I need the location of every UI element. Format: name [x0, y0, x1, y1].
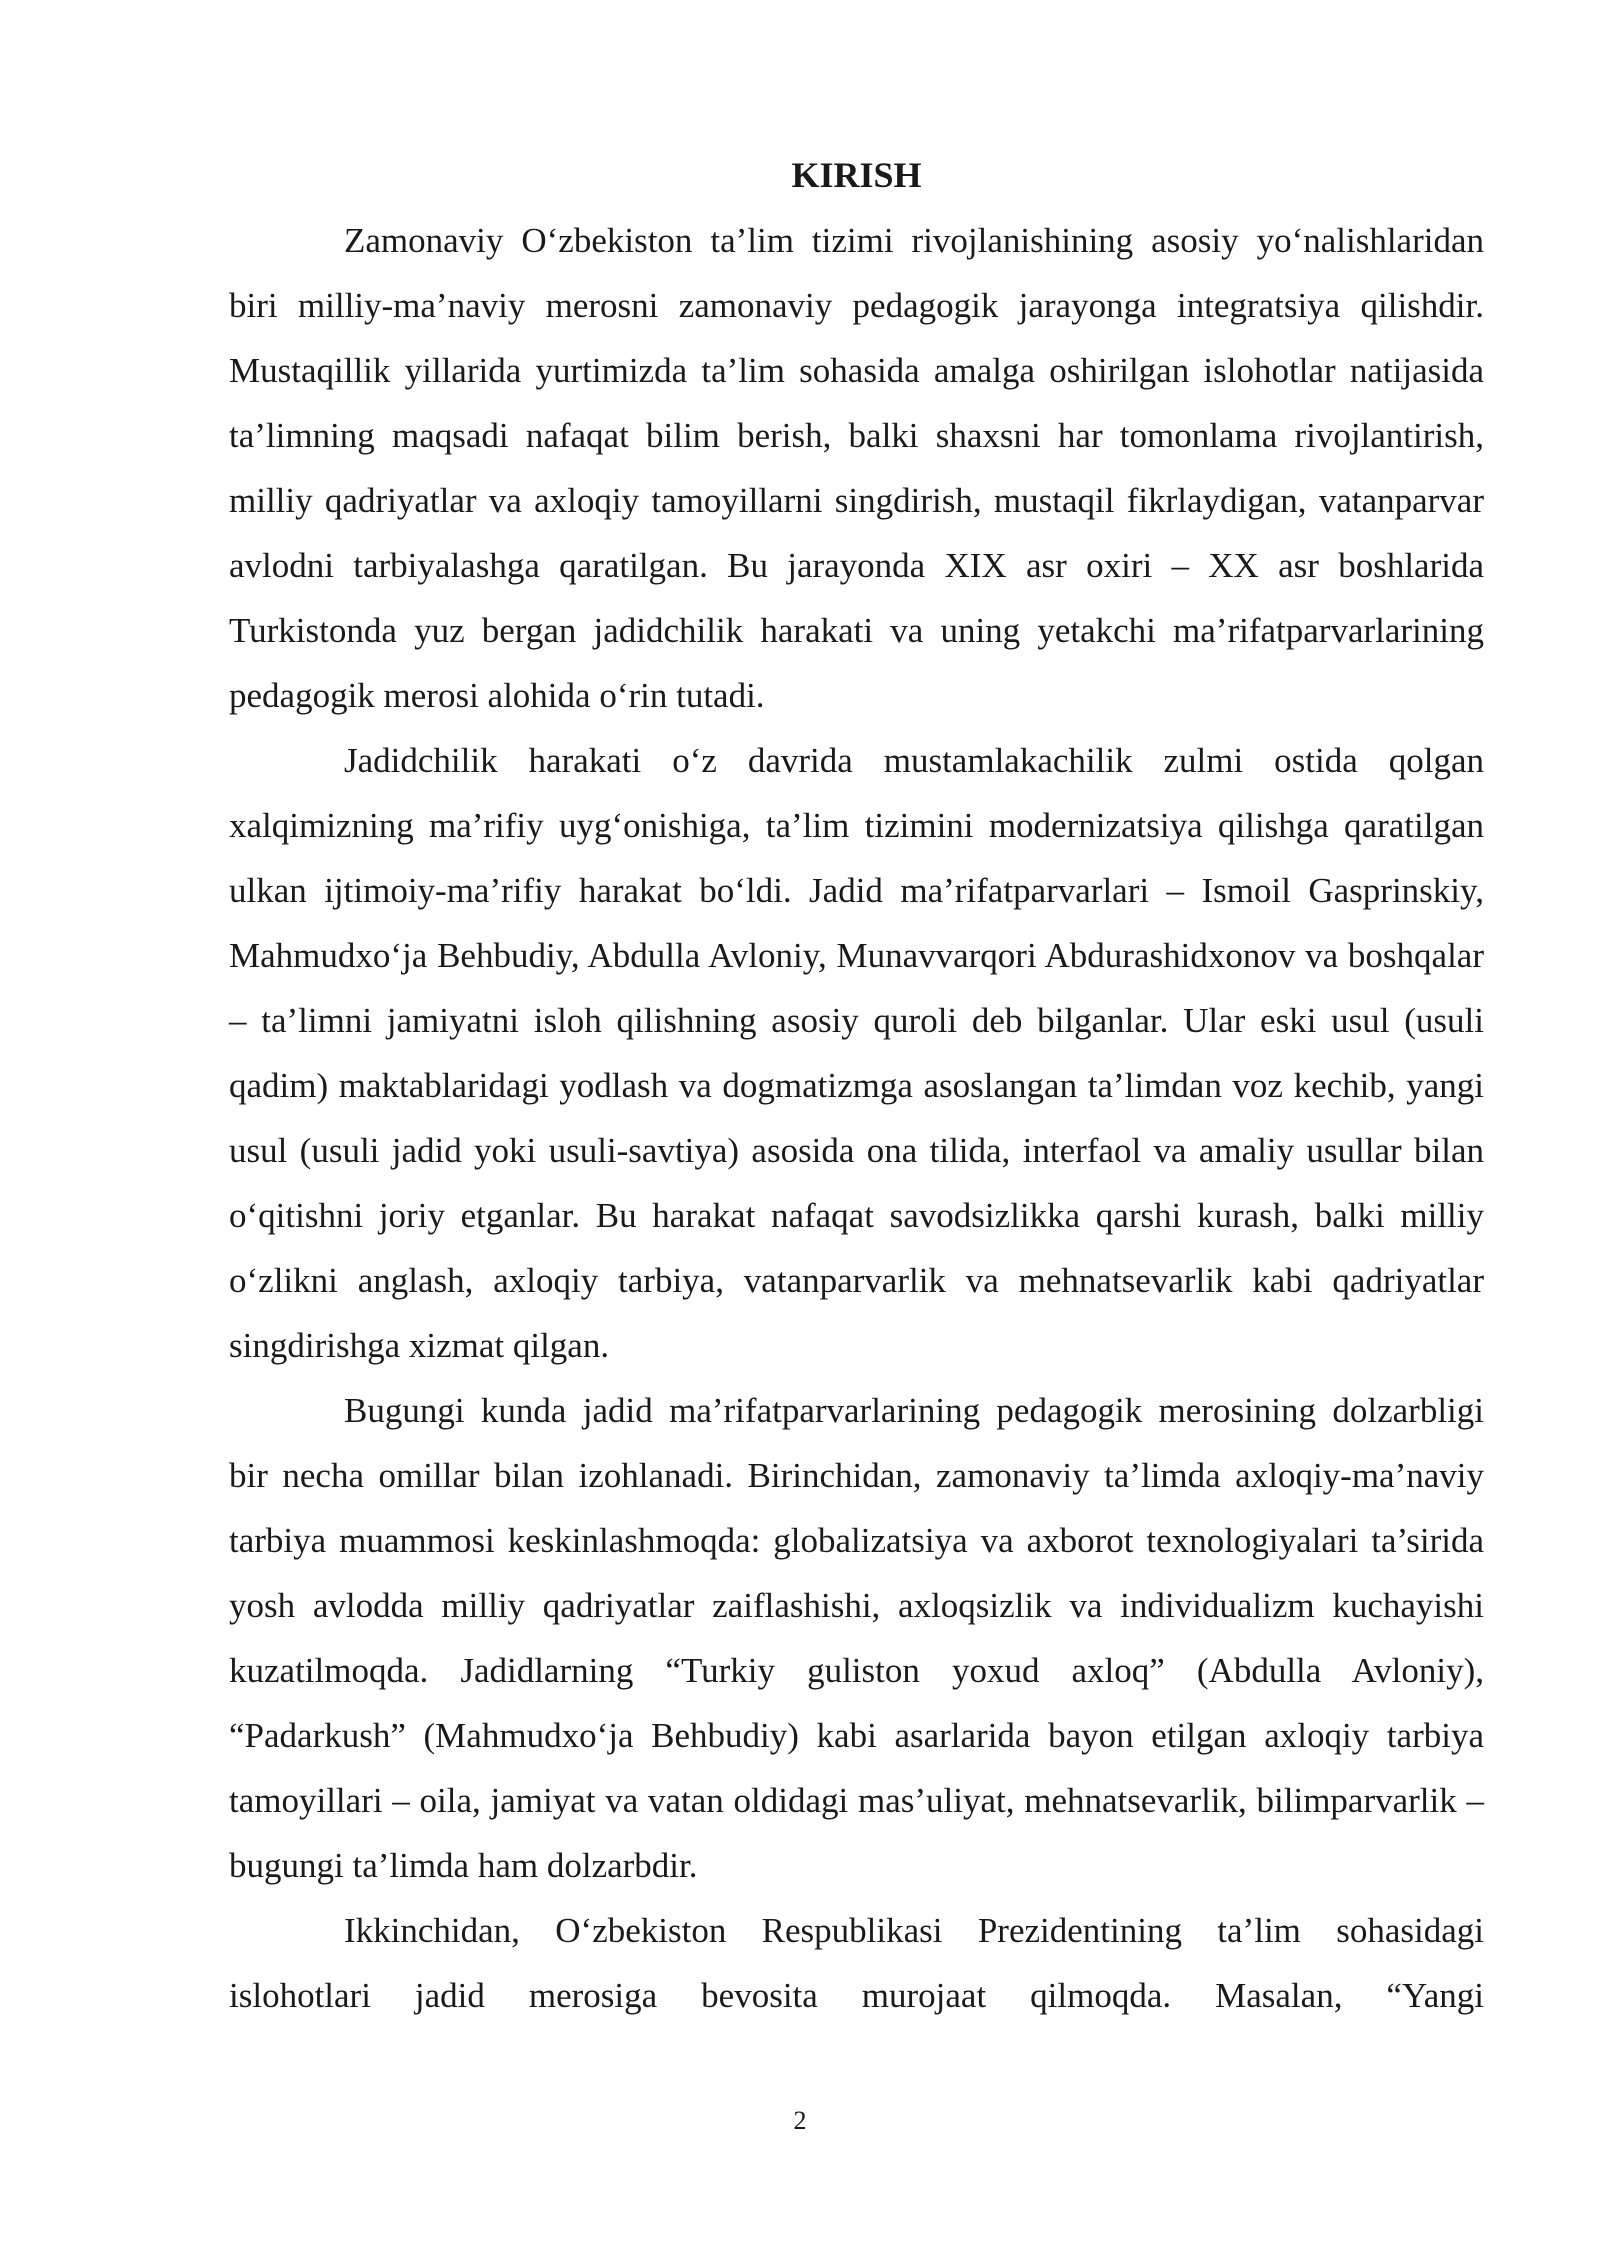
page-number: 2	[793, 2106, 807, 2135]
paragraph-4: Ikkinchidan, O‘zbekiston Respublikasi Prezidentining ta’lim sohasidagi islohotlari jadid merosiga bevosita murojaat qilmoqda. Masalan, “Yangi	[229, 1911, 1484, 2015]
paragraph-1: Zamonaviy O‘zbekiston ta’lim tizimi rivojlanishining asosiy yo‘nalishlaridan biri milliy-ma’naviy merosni zamonaviy pedagogik jarayonga integratsiya qilishdir. Mustaqillik yillarida yurtimizda ta’lim sohasida amalga oshirilgan islohotlar natijasida ta’limning maqsadi nafaqat bilim berish, balki shaxsni har tomonlama rivojlantirish, milliy qadriyatlar va axloqiy tamoyillarni singdirish, mustaqil fikrlaydigan, vatanparvar avlodni tarbiyalashga qaratilgan. Bu jarayonda XIX asr oxiri – XX asr boshlarida Turkistonda yuz bergan jadidchilik harakati va uning yetakchi ma’rifatparvarlarining pedagogik merosi alohida o‘rin tutadi.	[229, 221, 1484, 715]
paragraph-3: Bugungi kunda jadid ma’rifatparvarlarining pedagogik merosining dolzarbligi bir necha omillar bilan izohlanadi. Birinchidan, zamonaviy ta’limda axloqiy-ma’naviy tarbiya muammosi keskinlashmoqda: globalizatsiya va axborot texnologiyalari ta’sirida yosh avlodda milliy qadriyatlar zaiflashishi, axloqsizlik va individualizm kuchayishi kuzatilmoqda. Jadidlarning “Turkiy guliston yoxud axloq” (Abdulla Avloniy), “Padarkush” (Mahmudxo‘ja Behbudiy) kabi asarlarida bayon etilgan axloqiy tarbiya tamoyillari – oila, jamiyat va vatan oldidagi mas’uliyat, mehnatsevarlik, bilimparvarlik – bugungi ta’limda ham dolzarbdir.	[229, 1391, 1484, 1885]
section-heading: KIRISH	[791, 155, 922, 195]
paragraph-2: Jadidchilik harakati o‘z davrida mustamlakachilik zulmi ostida qolgan xalqimizning ma’rifiy uyg‘onishiga, ta’lim tizimini modernizatsiya qilishga qaratilgan ulkan ijtimoiy-ma’rifiy harakat bo‘ldi. Jadid ma’rifatparvarlari – Ismoil Gasprinskiy, Mahmudxo‘ja Behbudiy, Abdulla Avloniy, Munavvarqori Abdurashidxonov va boshqalar – ta’limni jamiyatni isloh qilishning asosiy quroli deb bilganlar. Ular eski usul (usuli qadim) maktablaridagi yodlash va dogmatizmga asoslangan ta’limdan voz kechib, yangi usul (usuli jadid yoki usuli-savtiya) asosida ona tilida, interfaol va amaliy usullar bilan o‘qitishni joriy etganlar. Bu harakat nafaqat savodsizlikka qarshi kurash, balki milliy o‘zlikni anglash, axloqiy tarbiya, vatanparvarlik va mehnatsevarlik kabi qadriyatlar singdirishga xizmat qilgan.	[229, 741, 1484, 1365]
text-block	[229, 142, 1484, 2028]
